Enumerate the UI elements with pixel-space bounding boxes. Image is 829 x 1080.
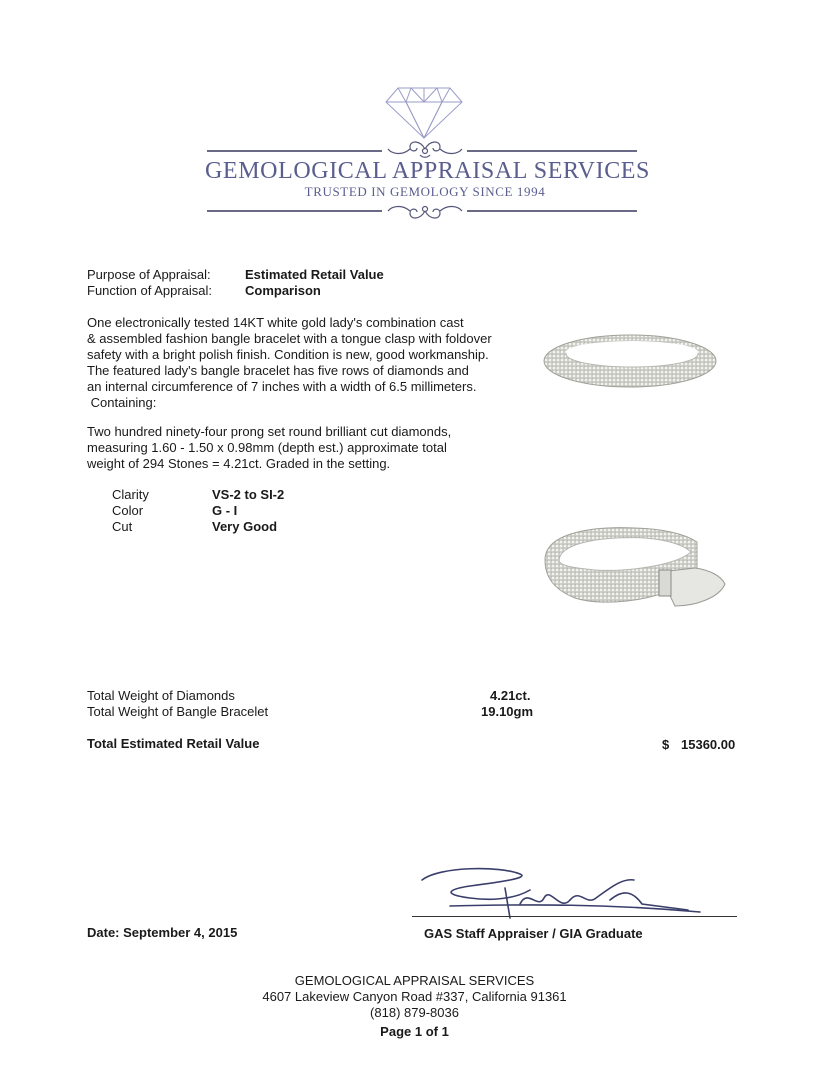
total-retail-label: Total Estimated Retail Value — [87, 736, 260, 751]
description-line: One electronically tested 14KT white gold lady's combination cast — [87, 315, 464, 330]
bracelet-photo-bottom — [535, 520, 735, 620]
footer-company: GEMOLOGICAL APPRAISAL SERVICES — [294, 973, 535, 988]
total-retail-value: 15360.00 — [681, 737, 736, 752]
description-line: The featured lady's bangle bracelet has five rows of diamonds and — [87, 363, 469, 378]
total-diamonds-label: Total Weight of Diamonds — [87, 688, 235, 703]
function-label: Function of Appraisal: — [87, 283, 213, 298]
page-number: Page 1 of 1 — [380, 1024, 449, 1039]
stones-description — [87, 424, 451, 472]
description-line: an internal circumference of 7 inches with a width of 6.5 millimeters. — [87, 379, 477, 394]
signature-mark — [410, 860, 710, 930]
currency-symbol: $ — [662, 737, 670, 752]
grading-label-clarity: Clarity — [112, 487, 149, 502]
header-rule-top — [207, 150, 382, 152]
flourish-icon — [380, 200, 470, 222]
grading-label-color: Color — [112, 503, 144, 518]
grading-label-cut: Cut — [112, 519, 133, 534]
header-rule-top-right — [467, 150, 637, 152]
grading-value-clarity: VS-2 to SI-2 — [212, 487, 285, 502]
company-tagline: TRUSTED IN GEMOLOGY SINCE 1994 — [304, 184, 546, 199]
purpose-label: Purpose of Appraisal: — [87, 267, 211, 282]
flourish-icon — [380, 138, 470, 160]
signature-title: GAS Staff Appraiser / GIA Graduate — [424, 926, 643, 941]
grading-value-cut: Very Good — [212, 519, 278, 534]
description-line: Containing: — [87, 395, 157, 410]
header-rule-bottom-right — [467, 210, 637, 212]
signature-line — [412, 916, 737, 917]
company-title: GEMOLOGICAL APPRAISAL SERVICES — [205, 158, 651, 184]
stones-line: measuring 1.60 - 1.50 x 0.98mm (depth est.) approximate total — [87, 440, 447, 455]
total-bracelet-value: 19.10gm — [481, 704, 534, 719]
grading-value-color: G - I — [212, 503, 238, 518]
footer-phone: (818) 879-8036 — [370, 1005, 459, 1020]
function-value: Comparison — [245, 283, 321, 298]
description-line: & assembled fashion bangle bracelet with a tongue clasp with foldover — [87, 331, 492, 346]
bracelet-photo-top — [540, 318, 720, 408]
total-bracelet-label: Total Weight of Bangle Bracelet — [87, 704, 269, 719]
header-rule-bottom — [207, 210, 382, 212]
description-line: safety with a bright polish finish. Condition is new, good workmanship. — [87, 347, 489, 362]
diamond-logo-icon — [384, 84, 464, 140]
item-description — [87, 315, 492, 411]
appraisal-date: Date: September 4, 2015 — [87, 925, 238, 940]
footer-address: 4607 Lakeview Canyon Road #337, California 91361 — [262, 989, 567, 1004]
stones-line: weight of 294 Stones = 4.21ct. Graded in the setting. — [87, 456, 391, 471]
stones-line: Two hundred ninety-four prong set round brilliant cut diamonds, — [87, 424, 452, 439]
total-diamonds-value: 4.21ct. — [490, 688, 531, 703]
purpose-value: Estimated Retail Value — [245, 267, 384, 282]
